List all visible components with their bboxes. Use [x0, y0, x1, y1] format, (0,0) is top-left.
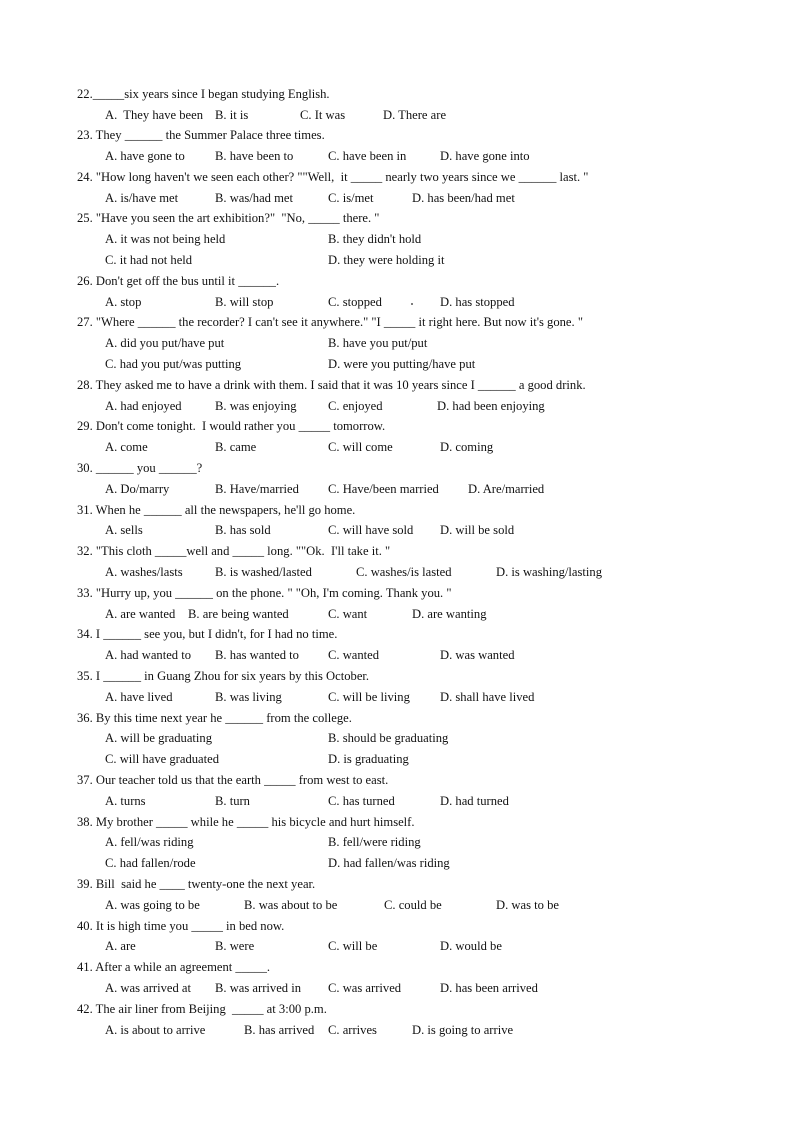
question-35-option-b: B. was living: [215, 690, 282, 704]
question-34-stem: 34. I ______ see you, but I didn't, for I had no time.: [77, 627, 338, 641]
question-24-option-b: B. was/had met: [215, 191, 293, 205]
question-28-stem: 28. They asked me to have a drink with them. I said that it was 10 years since I ______ a good drink.: [77, 378, 586, 392]
question-22-stem: 22._____six years since I began studying English.: [77, 87, 330, 101]
question-24-option-c: C. is/met: [328, 191, 374, 205]
question-23-option-d: D. have gone into: [440, 149, 530, 163]
question-33-option-a: A. are wanted: [105, 607, 176, 621]
question-23-stem: 23. They ______ the Summer Palace three times.: [77, 128, 325, 142]
question-25-option-d: D. they were holding it: [328, 253, 445, 267]
question-39-option-b: B. was about to be: [244, 898, 338, 912]
question-22-option-b: B. it is: [215, 108, 249, 122]
question-41-stem: 41. After a while an agreement _____.: [77, 960, 271, 974]
question-30-stem: 30. ______ you ______?: [77, 461, 203, 475]
question-29-option-b: B. came: [215, 440, 257, 454]
question-41-option-a: A. was arrived at: [105, 981, 192, 995]
question-40-stem: 40. It is high time you _____ in bed now.: [77, 919, 285, 933]
question-35-option-c: C. will be living: [328, 690, 410, 704]
question-27-option-a: A. did you put/have put: [105, 336, 225, 350]
question-32-option-d: D. is washing/lasting: [496, 565, 602, 579]
question-40-option-a: A. are: [105, 939, 136, 953]
question-31-option-b: B. has sold: [215, 523, 271, 537]
question-42-option-b: B. has arrived: [244, 1023, 315, 1037]
question-27-option-c: C. had you put/was putting: [105, 357, 242, 371]
question-23-option-a: A. have gone to: [105, 149, 185, 163]
question-39-option-d: D. was to be: [496, 898, 559, 912]
question-23-option-b: B. have been to: [215, 149, 294, 163]
question-41-option-c: C. was arrived: [328, 981, 402, 995]
question-35-stem: 35. I ______ in Guang Zhou for six years by this October.: [77, 669, 370, 683]
question-26-option-d: D. has stopped: [440, 295, 515, 309]
question-36-option-b: B. should be graduating: [328, 731, 449, 745]
question-28-option-a: A. had enjoyed: [105, 399, 182, 413]
question-29-option-c: C. will come: [328, 440, 393, 454]
question-39-option-a: A. was going to be: [105, 898, 200, 912]
question-37-option-d: D. had turned: [440, 794, 509, 808]
question-37-option-c: C. has turned: [328, 794, 395, 808]
question-27-stem: 27. "Where ______ the recorder? I can't see it anywhere." "I _____ it right here. But now it's gone. ": [77, 315, 583, 329]
question-25-option-c: C. it had not held: [105, 253, 193, 267]
question-42-stem: 42. The air liner from Beijing _____ at 3:00 p.m.: [77, 1002, 327, 1016]
question-36-option-d: D. is graduating: [328, 752, 409, 766]
question-38-option-a: A. fell/was riding: [105, 835, 194, 849]
question-37-option-b: B. turn: [215, 794, 250, 808]
question-37-option-a: A. turns: [105, 794, 146, 808]
question-30-option-b: B. Have/married: [215, 482, 299, 496]
question-39-option-c: C. could be: [384, 898, 442, 912]
question-25-stem: 25. "Have you seen the art exhibition?" "No, _____ there. ": [77, 211, 380, 225]
question-35-option-a: A. have lived: [105, 690, 173, 704]
question-25-option-a: A. it was not being held: [105, 232, 226, 246]
question-34-option-d: D. was wanted: [440, 648, 515, 662]
question-25-option-b: B. they didn't hold: [328, 232, 422, 246]
question-33-option-d: D. are wanting: [412, 607, 487, 621]
question-40-option-b: B. were: [215, 939, 255, 953]
question-29-stem: 29. Don't come tonight. I would rather you _____ tomorrow.: [77, 419, 386, 433]
question-42-option-a: A. is about to arrive: [105, 1023, 206, 1037]
question-28-option-b: B. was enjoying: [215, 399, 297, 413]
question-38-stem: 38. My brother _____ while he _____ his bicycle and hurt himself.: [77, 815, 415, 829]
question-29-option-a: A. come: [105, 440, 148, 454]
question-34-option-a: A. had wanted to: [105, 648, 192, 662]
question-33-option-b: B. are being wanted: [188, 607, 289, 621]
question-24-option-a: A. is/have met: [105, 191, 179, 205]
question-40-option-d: D. would be: [440, 939, 502, 953]
question-39-stem: 39. Bill said he ____ twenty-one the next year.: [77, 877, 316, 891]
question-30-option-c: C. Have/been married: [328, 482, 439, 496]
question-26-option-b: B. will stop: [215, 295, 274, 309]
question-34-option-c: C. wanted: [328, 648, 380, 662]
question-35-option-d: D. shall have lived: [440, 690, 535, 704]
question-26-option-a: A. stop: [105, 295, 142, 309]
question-36-option-c: C. will have graduated: [105, 752, 220, 766]
question-27-option-d: D. were you putting/have put: [328, 357, 476, 371]
question-30-option-d: D. Are/married: [468, 482, 545, 496]
question-32-option-a: A. washes/lasts: [105, 565, 183, 579]
question-28-option-c: C. enjoyed: [328, 399, 383, 413]
question-32-option-c: C. washes/is lasted: [356, 565, 452, 579]
question-26-option-c: C. stopped: [328, 295, 382, 309]
question-34-option-b: B. has wanted to: [215, 648, 299, 662]
question-42-option-d: D. is going to arrive: [412, 1023, 514, 1037]
question-37-stem: 37. Our teacher told us that the earth _____ from west to east.: [77, 773, 389, 787]
question-32-stem: 32. "This cloth _____well and _____ long. ""Ok. I'll take it. ": [77, 544, 391, 558]
question-26-stem: 26. Don't get off the bus until it ______.: [77, 274, 280, 288]
question-22-option-a: A. They have been: [105, 108, 204, 122]
question-42-option-c: C. arrives: [328, 1023, 377, 1037]
question-38-option-d: D. had fallen/was riding: [328, 856, 450, 870]
question-33-option-c: C. want: [328, 607, 368, 621]
question-24-stem: 24. "How long haven't we seen each other? ""Well, it _____ nearly two years since we ______ last. ": [77, 170, 589, 184]
question-38-option-c: C. had fallen/rode: [105, 856, 196, 870]
question-36-stem: 36. By this time next year he ______ from the college.: [77, 711, 352, 725]
question-22-option-d: D. There are: [383, 108, 447, 122]
stray-dot: [411, 303, 413, 305]
question-29-option-d: D. coming: [440, 440, 494, 454]
question-36-option-a: A. will be graduating: [105, 731, 213, 745]
question-41-option-b: B. was arrived in: [215, 981, 302, 995]
question-27-option-b: B. have you put/put: [328, 336, 428, 350]
question-30-option-a: A. Do/marry: [105, 482, 170, 496]
question-31-option-a: A. sells: [105, 523, 143, 537]
question-32-option-b: B. is washed/lasted: [215, 565, 312, 579]
question-31-stem: 31. When he ______ all the newspapers, he'll go home.: [77, 503, 356, 517]
question-23-option-c: C. have been in: [328, 149, 407, 163]
question-41-option-d: D. has been arrived: [440, 981, 538, 995]
question-22-option-c: C. It was: [300, 108, 346, 122]
question-28-option-d: D. had been enjoying: [437, 399, 545, 413]
question-31-option-d: D. will be sold: [440, 523, 515, 537]
question-38-option-b: B. fell/were riding: [328, 835, 421, 849]
question-24-option-d: D. has been/had met: [412, 191, 515, 205]
question-40-option-c: C. will be: [328, 939, 378, 953]
question-31-option-c: C. will have sold: [328, 523, 414, 537]
question-33-stem: 33. "Hurry up, you ______ on the phone. " "Oh, I'm coming. Thank you. ": [77, 586, 452, 600]
